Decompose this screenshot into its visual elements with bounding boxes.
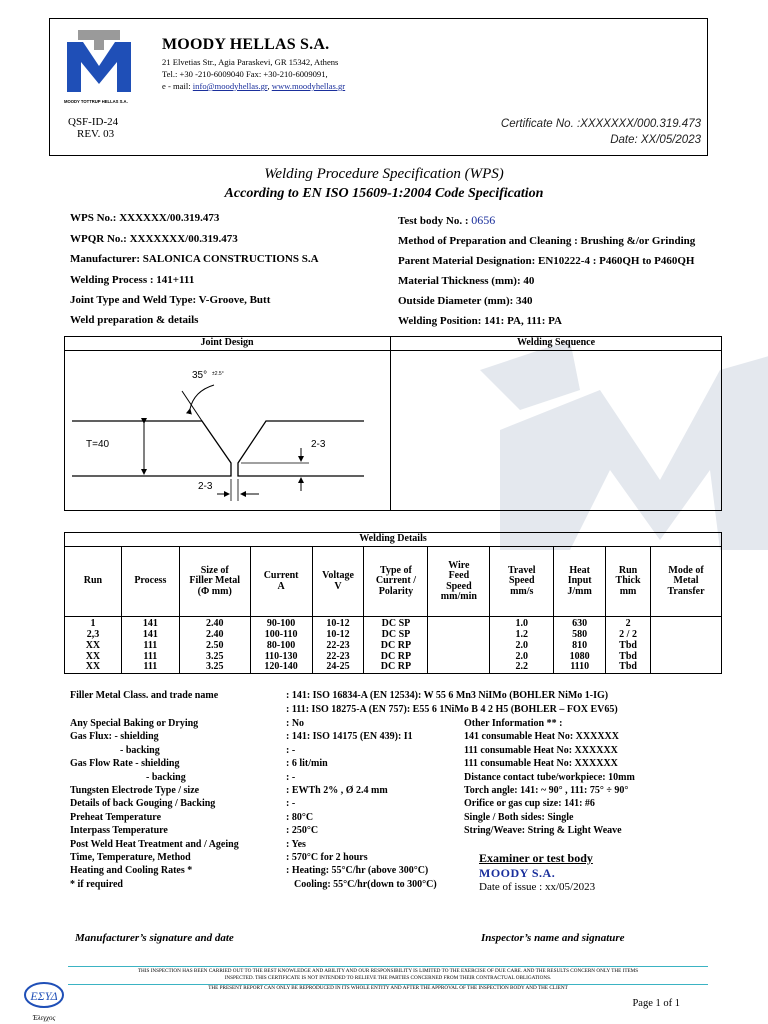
- logo-caption: MOODY TOTTRUP HELLAS S.A.: [64, 99, 128, 104]
- column-header: [554, 547, 606, 617]
- parameter-value: : Yes: [286, 838, 306, 850]
- welding-sequence-header: Welding Sequence: [516, 337, 596, 348]
- website-link[interactable]: www.moodyhellas.gr: [271, 81, 346, 91]
- other-info-line: Other Information ** :: [464, 718, 563, 729]
- table-cell: 2.2: [490, 662, 554, 673]
- table-cell: [428, 651, 490, 662]
- column-header: [490, 547, 554, 617]
- table-cell: XX: [65, 640, 122, 651]
- column-header-line: Thick: [615, 575, 641, 587]
- certificate-number: Certificate No. :XXXXXXX/000.319.473: [500, 118, 701, 130]
- table-cell: [651, 640, 722, 651]
- table-cell: 2.0: [490, 640, 554, 651]
- parameter-value: : No: [286, 718, 305, 729]
- email-link[interactable]: info@moodyhellas.gr: [192, 81, 268, 91]
- company-logo: [64, 26, 134, 106]
- parameter-label: Preheat Temperature: [70, 811, 162, 823]
- test-body-number: [398, 213, 495, 228]
- header-box: [49, 18, 708, 156]
- table-cell: 2.50: [179, 640, 250, 651]
- other-info-line: Orifice or gas cup size: 141: #6: [464, 798, 595, 810]
- examiner-name: MOODY S.A.: [479, 866, 556, 880]
- parameter-value: : 141: ISO 14175 (EN 439): I1: [286, 731, 413, 743]
- table-cell: 10-12: [312, 629, 364, 640]
- table-cell: [651, 651, 722, 662]
- preparation-method: Method of Preparation and Cleaning : Brushing &/or Grinding: [398, 235, 696, 247]
- table-cell: 22-23: [312, 651, 364, 662]
- parameter-label: Heating and Cooling Rates *: [70, 865, 193, 877]
- table-cell: [428, 629, 490, 640]
- table-cell: 1110: [554, 662, 606, 673]
- table-cell: 100-110: [250, 629, 312, 640]
- email-prefix: e - mail:: [162, 81, 193, 91]
- joint-design-drawing: [64, 351, 390, 511]
- table-cell: Tbd: [606, 640, 651, 651]
- table-cell: XX: [65, 651, 122, 662]
- company-address: 21 Elvetias Str., Agia Paraskevi, GR 15342, Athens: [162, 57, 339, 67]
- filler-metal-141: : 141: ISO 16834-A (EN 12534): W 55 6 Mn3 NiIMo (BOHLER NiMo 1-IG): [286, 690, 609, 701]
- table-cell: DC RP: [364, 662, 428, 673]
- table-cell: DC SP: [364, 629, 428, 640]
- weld-preparation: Weld preparation & details: [70, 314, 199, 326]
- column-header-line: Current /: [375, 575, 416, 587]
- column-header-line: Feed: [448, 570, 470, 581]
- column-header: [606, 547, 651, 617]
- other-info-line: Torch angle: 141: ~ 90° , 111: 75° ÷ 90°: [464, 785, 629, 796]
- table-cell: 2: [606, 617, 651, 630]
- table-cell: [651, 662, 722, 673]
- table-row: [65, 617, 722, 630]
- table-cell: 1.0: [490, 617, 554, 630]
- column-header-line: Run: [618, 564, 638, 576]
- joint-type: Joint Type and Weld Type: V-Groove, Butt: [70, 294, 271, 306]
- parameter-label: * if required: [70, 878, 123, 890]
- column-header-line: Speed: [446, 580, 472, 592]
- table-cell: DC SP: [364, 617, 428, 630]
- table-cell: 2,3: [65, 629, 122, 640]
- column-header-line: Filler Metal: [189, 575, 241, 587]
- table-cell: 141: [121, 629, 179, 640]
- table-cell: 10-12: [312, 617, 364, 630]
- table-cell: 1080: [554, 651, 606, 662]
- parameter-value: : EWTh 2% , Ø 2.4 mm: [286, 785, 388, 796]
- parameter-value: : 250°C: [286, 825, 319, 837]
- parameter-value: Cooling: 55°C/hr(down to 300°C): [294, 878, 437, 890]
- column-header-line: (Φ mm): [197, 585, 232, 597]
- parameter-label: Time, Temperature, Method: [70, 852, 191, 863]
- parameter-label: - backing: [146, 771, 186, 783]
- column-header-line: Process: [134, 575, 167, 587]
- table-cell: Tbd: [606, 662, 651, 673]
- other-info-line: 111 consumable Heat No: XXXXXX: [464, 758, 618, 770]
- column-header: [250, 547, 312, 617]
- examiner-title: Examiner or test body: [479, 851, 593, 865]
- table-cell: Tbd: [606, 651, 651, 662]
- company-contact: [162, 81, 345, 91]
- footer-disclaimer-2: INSPECTED. THIS CERTIFICATE IS NOT INTENDED TO RELIEVE THE PARTIES CONCERNED FROM THEIR CONTRACTUAL OBLIGATIONS.: [224, 975, 552, 981]
- date-of-issue: Date of issue : xx/05/2023: [479, 881, 596, 893]
- thickness-label: T=40: [86, 439, 110, 450]
- column-header: [651, 547, 722, 617]
- parameter-value: : 570°C for 2 hours: [286, 852, 368, 863]
- footer-disclaimer-1: THIS INSPECTION HAS BEEN CARRIED OUT TO THE BEST KNOWLEDGE AND ABILITY AND OUR RESPONSIBILITY IS LIMITED TO THE EXERCISE OF DUE CARE. AND THE RESULTS CONCERN ONLY THE ITEMS: [137, 968, 639, 974]
- esyd-accreditation-logo: [20, 978, 70, 1024]
- parameter-label: - backing: [120, 744, 160, 756]
- wpqr-number: WPQR No.: XXXXXXX/00.319.473: [70, 233, 238, 245]
- column-header-line: Metal: [673, 575, 699, 587]
- table-cell: 1: [65, 617, 122, 630]
- test-body-value: 0656: [471, 213, 496, 227]
- column-header: [179, 547, 250, 617]
- bevel-angle: 35°: [192, 370, 208, 381]
- wps-number: WPS No.: XXXXXX/00.319.473: [70, 212, 220, 224]
- column-header-line: mm/min: [440, 591, 477, 602]
- table-cell: 1.2: [490, 629, 554, 640]
- joint-design-header: Joint Design: [200, 337, 254, 348]
- column-header-line: Type of: [380, 564, 412, 576]
- other-info-line: 111 consumable Heat No: XXXXXX: [464, 744, 618, 756]
- column-header-line: Input: [567, 575, 592, 587]
- document-subtitle: According to EN ISO 15609-1:2004 Code Specification: [224, 186, 544, 201]
- column-header-line: Wire: [448, 559, 470, 571]
- column-header-line: Mode of: [668, 564, 704, 576]
- table-cell: XX: [65, 662, 122, 673]
- table-cell: 80-100: [250, 640, 312, 651]
- filler-metal-label: Filler Metal Class. and trade name: [70, 690, 219, 701]
- other-info-line: String/Weave: String & Light Weave: [464, 825, 622, 837]
- parameter-label: Interpass Temperature: [70, 825, 168, 837]
- page-number: Page 1 of 1: [632, 998, 680, 1009]
- table-cell: 2 / 2: [606, 629, 651, 640]
- esyd-logo-text: ΕΣΥΔ: [30, 989, 58, 1003]
- table-row: [65, 640, 722, 651]
- outside-diameter: Outside Diameter (mm): 340: [398, 295, 533, 307]
- table-cell: [428, 617, 490, 630]
- column-header-line: Size of: [200, 564, 229, 576]
- table-cell: 22-23: [312, 640, 364, 651]
- revision: REV. 03: [77, 128, 115, 140]
- table-cell: 810: [554, 640, 606, 651]
- welding-process: Welding Process : 141+111: [70, 274, 195, 286]
- bevel-angle-tolerance: ±2.5°: [212, 371, 224, 377]
- column-header: [65, 547, 122, 617]
- qsf-id: QSF-ID-24: [68, 116, 119, 128]
- document-title: Welding Procedure Specification (WPS): [264, 166, 504, 182]
- parameter-label: Details of back Gouging / Backing: [70, 798, 216, 810]
- footer-divider: [68, 966, 708, 967]
- other-info-line: Single / Both sides: Single: [464, 811, 574, 823]
- column-header-line: Voltage: [322, 570, 354, 581]
- column-header: [121, 547, 179, 617]
- parameter-value: : 80°C: [286, 811, 314, 823]
- table-cell: 111: [121, 640, 179, 651]
- welding-details-title: Welding Details: [65, 533, 722, 547]
- table-cell: 2.0: [490, 651, 554, 662]
- table-divider: [390, 336, 391, 511]
- email-sep: ,: [267, 81, 272, 91]
- other-info-line: Distance contact tube/workpiece: 10mm: [464, 771, 635, 783]
- column-header-line: mm: [619, 585, 637, 597]
- table-cell: DC RP: [364, 640, 428, 651]
- table-cell: [428, 662, 490, 673]
- company-name: MOODY HELLAS S.A.: [162, 36, 330, 53]
- welding-details-table: [64, 532, 722, 674]
- column-header-line: Heat: [569, 564, 590, 576]
- parameter-label: Post Weld Heat Treatment and / Ageing: [70, 838, 239, 850]
- column-header-line: V: [334, 580, 342, 592]
- table-cell: DC RP: [364, 651, 428, 662]
- footer-disclaimer-3: THE PRESENT REPORT CAN ONLY BE REPRODUCED IN ITS WHOLE ENTITY AND AFTER THE APPROVAL OF THE INSPECTION BODY AND THE CLIENT: [208, 985, 568, 991]
- column-header-line: J/mm: [567, 585, 592, 597]
- table-cell: 2.40: [179, 617, 250, 630]
- column-header: [364, 547, 428, 617]
- root-gap-label: 2-3: [198, 481, 213, 492]
- root-face-label: 2-3: [311, 439, 326, 450]
- table-row: [65, 629, 722, 640]
- column-header-line: Current: [263, 570, 299, 581]
- table-cell: [428, 640, 490, 651]
- column-header-line: Polarity: [378, 585, 414, 597]
- table-row: [65, 662, 722, 673]
- parameter-label: Tungsten Electrode Type / size: [70, 785, 200, 796]
- esyd-caption: Έλεγχος: [32, 1014, 56, 1022]
- certificate-date: Date: XX/05/2023: [610, 134, 701, 146]
- material-thickness: Material Thickness (mm): 40: [398, 275, 535, 287]
- table-cell: 580: [554, 629, 606, 640]
- table-cell: 24-25: [312, 662, 364, 673]
- inspector-signature-label: Inspector’s name and signature: [481, 932, 625, 944]
- table-cell: 90-100: [250, 617, 312, 630]
- parameter-value: : -: [286, 798, 296, 810]
- table-cell: 2.40: [179, 629, 250, 640]
- manufacturer: Manufacturer: SALONICA CONSTRUCTIONS S.A: [70, 253, 319, 265]
- parameter-label: Any Special Baking or Drying: [70, 718, 199, 729]
- parent-material: Parent Material Designation: EN10222-4 : P460QH to P460QH: [398, 255, 695, 267]
- parameter-value: : Heating: 55°C/hr (above 300°C): [286, 865, 429, 877]
- column-header-line: Run: [83, 575, 103, 587]
- table-cell: 630: [554, 617, 606, 630]
- company-phone: Tel.: +30 -210-6009040 Fax: +30-210-6009091,: [162, 69, 328, 79]
- filler-metal-111: : 111: ISO 18275-A (EN 757): E55 6 1NiMo B 4 2 H5 (BOHLER – FOX EV65): [286, 704, 618, 715]
- column-header: [428, 547, 490, 617]
- parameter-value: : 6 lit/min: [286, 758, 328, 770]
- table-cell: [651, 617, 722, 630]
- table-cell: [651, 629, 722, 640]
- parameter-label: Gas Flux: - shielding: [70, 731, 159, 743]
- column-header: [312, 547, 364, 617]
- parameter-value: : -: [286, 771, 296, 783]
- welding-position: Welding Position: 141: PA, 111: PA: [398, 315, 562, 327]
- column-header-line: Speed: [508, 575, 535, 587]
- table-cell: 111: [121, 662, 179, 673]
- manufacturer-signature-label: Manufacturer’s signature and date: [75, 932, 234, 944]
- column-header-line: mm/s: [510, 585, 534, 597]
- table-cell: 141: [121, 617, 179, 630]
- parameter-label: Gas Flow Rate - shielding: [70, 758, 180, 770]
- table-cell: 120-140: [250, 662, 312, 673]
- column-header-line: Travel: [507, 564, 536, 576]
- table-cell: 3.25: [179, 651, 250, 662]
- table-cell: 111: [121, 651, 179, 662]
- column-header-line: Transfer: [667, 585, 705, 597]
- test-body-label: Test body No. :: [398, 215, 472, 227]
- table-cell: 3.25: [179, 662, 250, 673]
- column-header-line: A: [277, 580, 285, 592]
- parameter-value: : -: [286, 744, 296, 756]
- other-info-line: 141 consumable Heat No: XXXXXX: [464, 731, 619, 743]
- table-cell: 110-130: [250, 651, 312, 662]
